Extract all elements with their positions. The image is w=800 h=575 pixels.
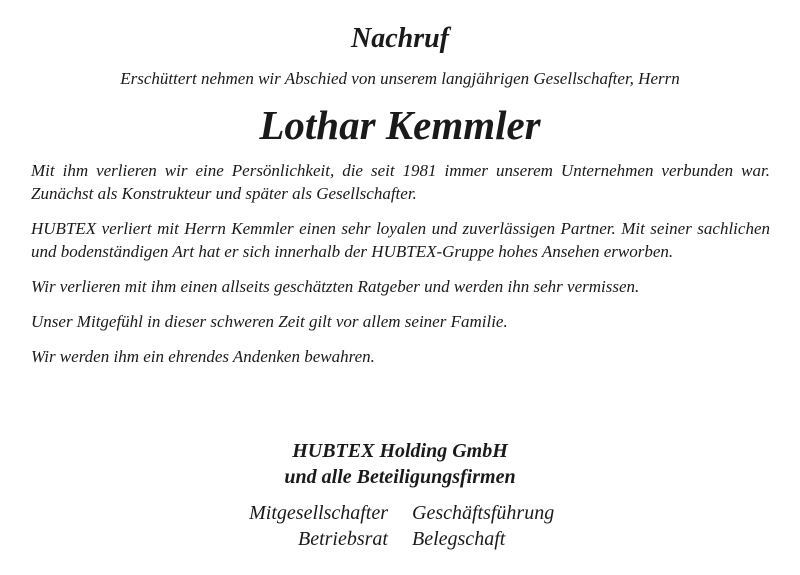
signatory: Mitgesellschafter (249, 502, 388, 524)
signatory: Belegschaft (412, 528, 506, 550)
signatory: Betriebsrat (298, 528, 388, 550)
company-name: HUBTEX Holding GmbH (292, 440, 508, 462)
intro-line: Erschüttert nehmen wir Abschied von unserem langjährigen Gesellschafter, Herrn (120, 69, 680, 88)
paragraph: Wir verlieren mit ihm einen allseits geschätzten Ratgeber und werden ihn sehr vermissen. (31, 277, 640, 296)
paragraph: HUBTEX verliert mit Herrn Kemmler einen sehr loyalen und zuverlässigen Partner. Mit seiner sachlichen und bodenständigen Art hat er sich innerhalb der HUBTEX-Gruppe hohes Ansehen erworben. (31, 219, 770, 261)
paragraph: Wir werden ihm ein ehrendes Andenken bewahren. (31, 347, 375, 366)
paragraph: Unser Mitgefühl in dieser schweren Zeit gilt vor allem seiner Familie. (31, 312, 508, 331)
paragraph: Mit ihm verlieren wir eine Persönlichkeit, die seit 1981 immer unserem Unternehmen verbunden war. Zunächst als Konstrukteur und später als Gesellschafter. (31, 161, 770, 203)
signatory-row (0, 526, 800, 552)
notice-heading: Nachruf (350, 23, 449, 54)
notice-body (31, 159, 770, 368)
signatories (0, 500, 800, 552)
company-block (0, 438, 800, 490)
deceased-name: Lothar Kemmler (259, 102, 541, 148)
signatory-row (0, 500, 800, 526)
company-subline: und alle Beteiligungsfirmen (284, 466, 516, 488)
signatory: Geschäftsführung (412, 502, 555, 524)
